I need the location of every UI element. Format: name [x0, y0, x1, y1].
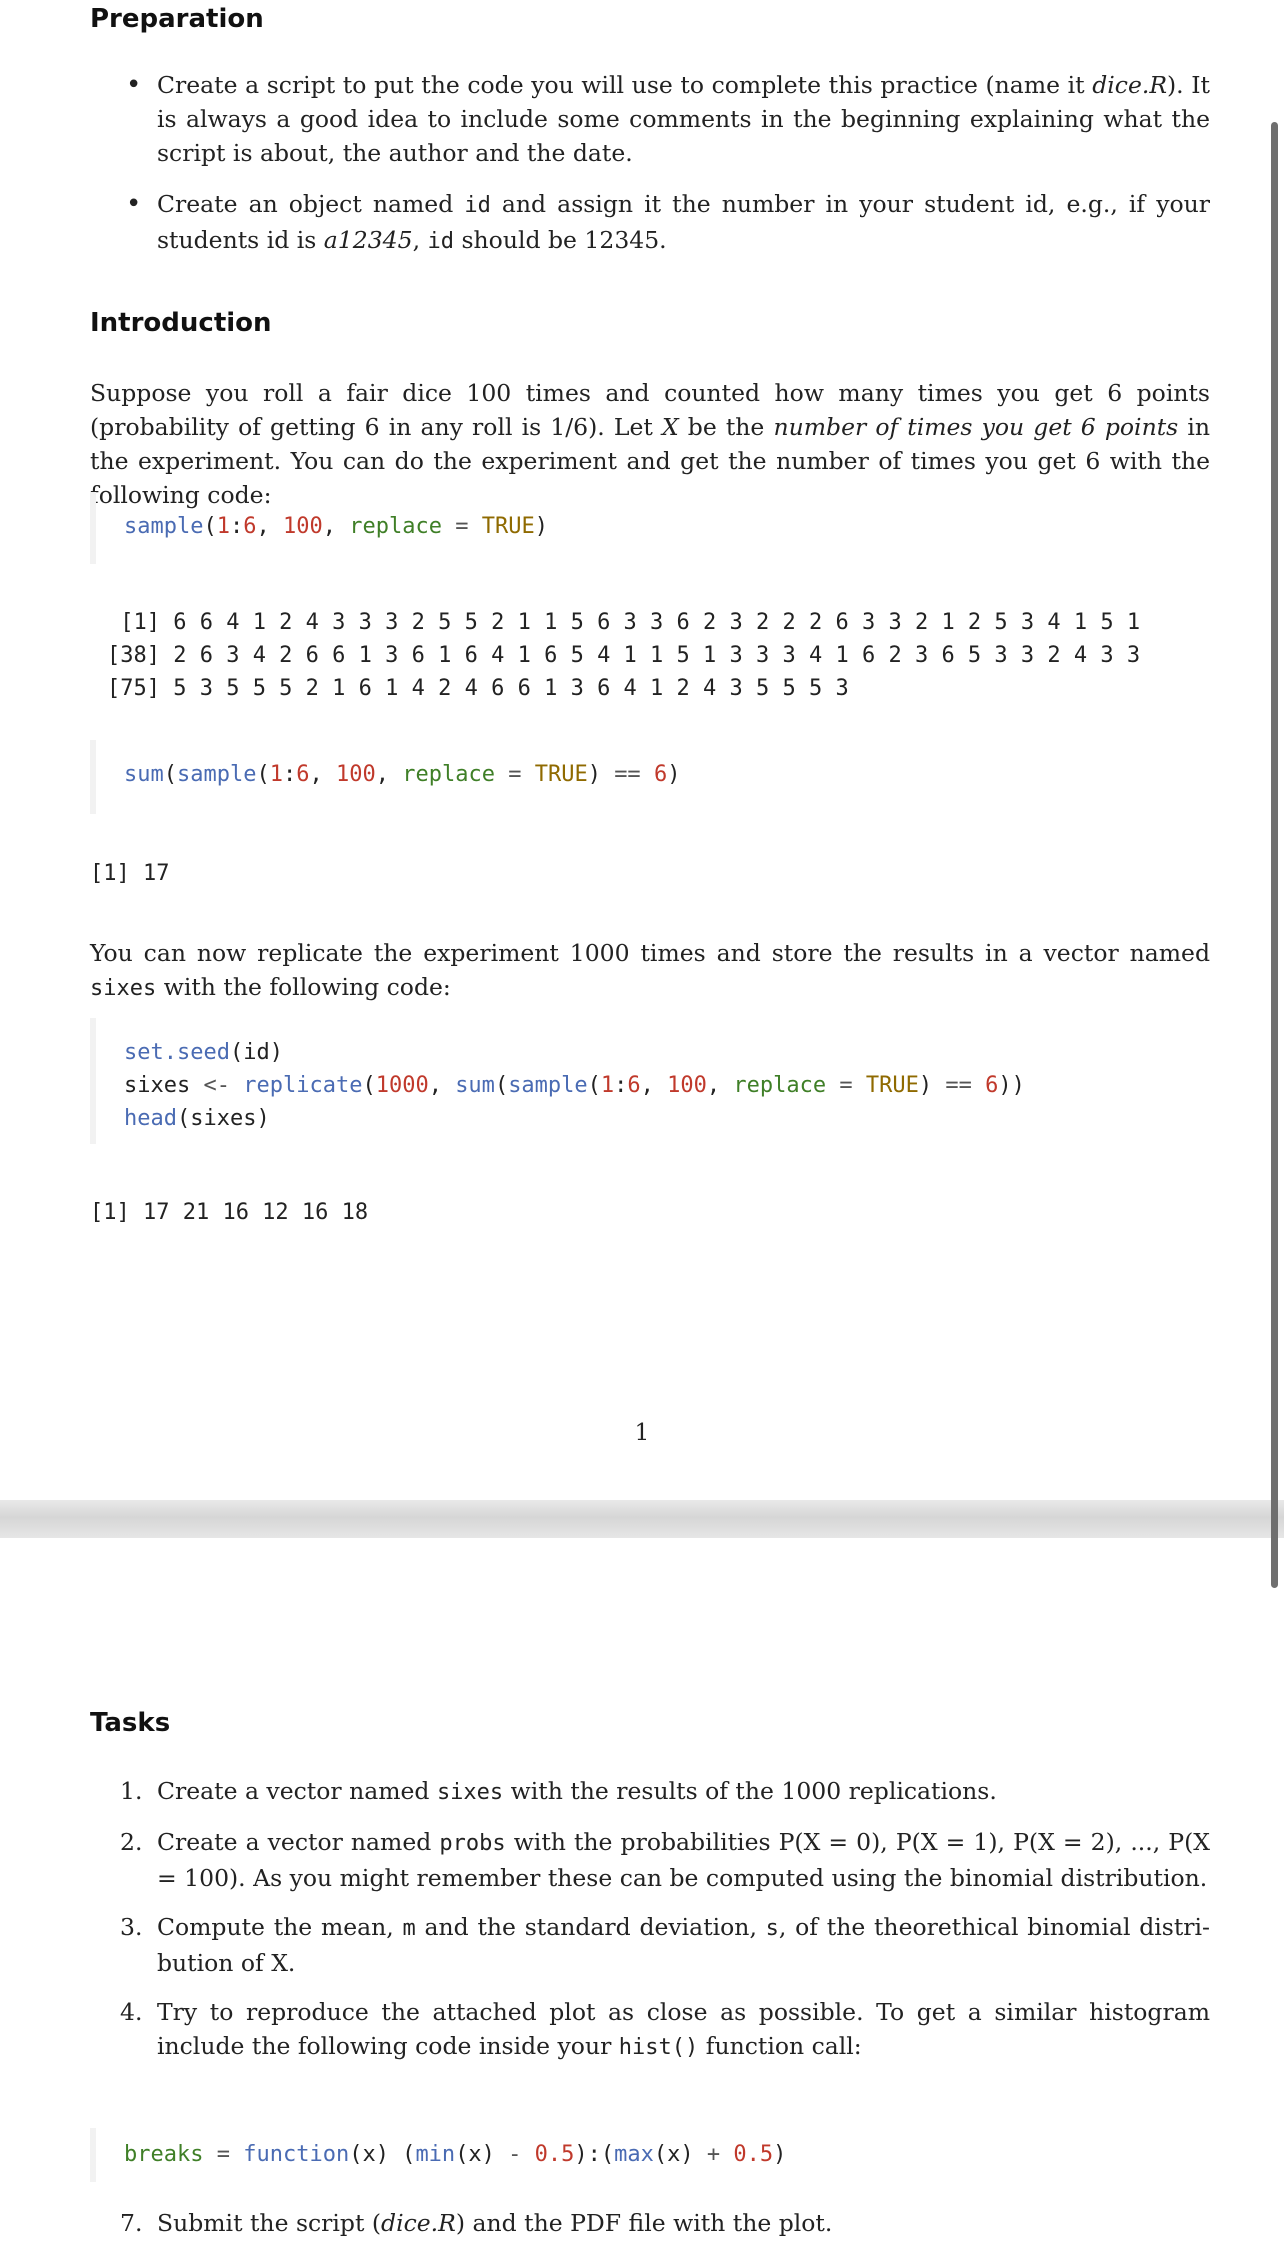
inline-code: s	[765, 1916, 779, 1941]
tasks-heading: Tasks	[90, 1708, 171, 1738]
bullet-icon: •	[126, 70, 142, 100]
filename: dice.R	[1092, 71, 1168, 99]
code-block: set.seed(id) sixes <- replicate(1000, sum(sample(1:6, 100, replace = TRUE) == 6)) head(sixes)	[90, 1018, 1210, 1144]
page-number: 1	[634, 1420, 650, 1446]
output-line: [1] 17 21 16 12 16 18	[90, 1200, 369, 1225]
code-block: sum(sample(1:6, 100, replace = TRUE) == 6)	[90, 740, 1210, 814]
list-item: 2. Create a vector named probs with the probabilities P(X = 0), P(X = 1), P(X = 2), ..., P(X = 100). As you might remember these can be computed using the binomial distribution.	[120, 1828, 1210, 1892]
list-item: 7. Submit the script (dice.R) and the PDF file with the plot.	[120, 2209, 833, 2237]
introduction-heading: Introduction	[90, 308, 272, 338]
replicate-paragraph: You can now replicate the experiment 1000 times and store the results in a vector named sixes with the following code:	[90, 939, 1210, 1001]
output-line: [1] 17	[90, 861, 170, 886]
inline-code: sixes	[90, 976, 157, 1001]
example-id: a12345	[323, 226, 413, 254]
page-separator	[0, 1500, 1284, 1538]
intro-paragraph: Suppose you roll a fair dice 100 times and counted how many times you get 6 points (probability of getting 6 in any roll is 1/6). Let X be the number of times you get 6 points in the experiment. You can do the experiment and get the number of times you get 6 with the following code:	[90, 379, 1210, 509]
code-block: sample(1:6, 100, replace = TRUE)	[90, 492, 1210, 564]
bullet-icon: •	[126, 189, 142, 219]
list-item: 4. Try to reproduce the attached plot as close as possible. To get a similar histogram include the following code inside your hist() function call:	[120, 1998, 1210, 2060]
inline-code: m	[402, 1916, 416, 1941]
list-item: 1. Create a vector named sixes with the results of the 1000 replications.	[120, 1777, 997, 1805]
filename: dice.R	[381, 2209, 456, 2237]
inline-code: id	[427, 229, 455, 254]
inline-code: id	[464, 193, 491, 218]
list-item: 3. Compute the mean, m and the standard deviation, s, of the theorethical binomial distri-bution of X.	[120, 1913, 1210, 1977]
tasks-list-end	[90, 2206, 1210, 2255]
scrollbar[interactable]	[1271, 122, 1278, 1588]
list-item: • Create a script to put the code you will use to complete this practice (name it dice.R). It is always a good idea to include some comments in the beginning explaining what the script is about, the author and the date.	[126, 70, 1210, 167]
preparation-heading: Preparation	[90, 4, 264, 34]
output-block: [1] 6 6 4 1 2 4 3 3 3 2 5 5 2 1 1 5 6 3 3 6 2 3 2 2 2 6 3 3 2 1 2 5 3 4 1 5 1 [38] 2 6 3 4 2 6 6 1 3 6 1 6 4 1 6 5 4 1 1 5 1 3 3 3 4 1 6 2 3 6 5 3 3 2 4 3 3 [75] 5 3 5 5 5 2 1 6 1 4 2 4 6 6 1 3 6 4 1 2 4 3 5 5 5 3	[107, 610, 1141, 701]
page-2	[0, 1538, 1284, 2238]
list-item: • Create an object named id and assign it the number in your student id, e.g., if your students id is a12345, id should be 12345.	[126, 189, 1210, 254]
code-block: breaks = function(x) (min(x) - 0.5):(max(x) + 0.5)	[90, 2128, 1210, 2182]
tasks-list	[90, 1774, 1210, 2080]
inline-code: probs	[439, 1831, 506, 1856]
inline-code: hist()	[618, 2035, 699, 2060]
preparation-list	[90, 68, 1210, 276]
inline-code: sixes	[436, 1780, 504, 1805]
